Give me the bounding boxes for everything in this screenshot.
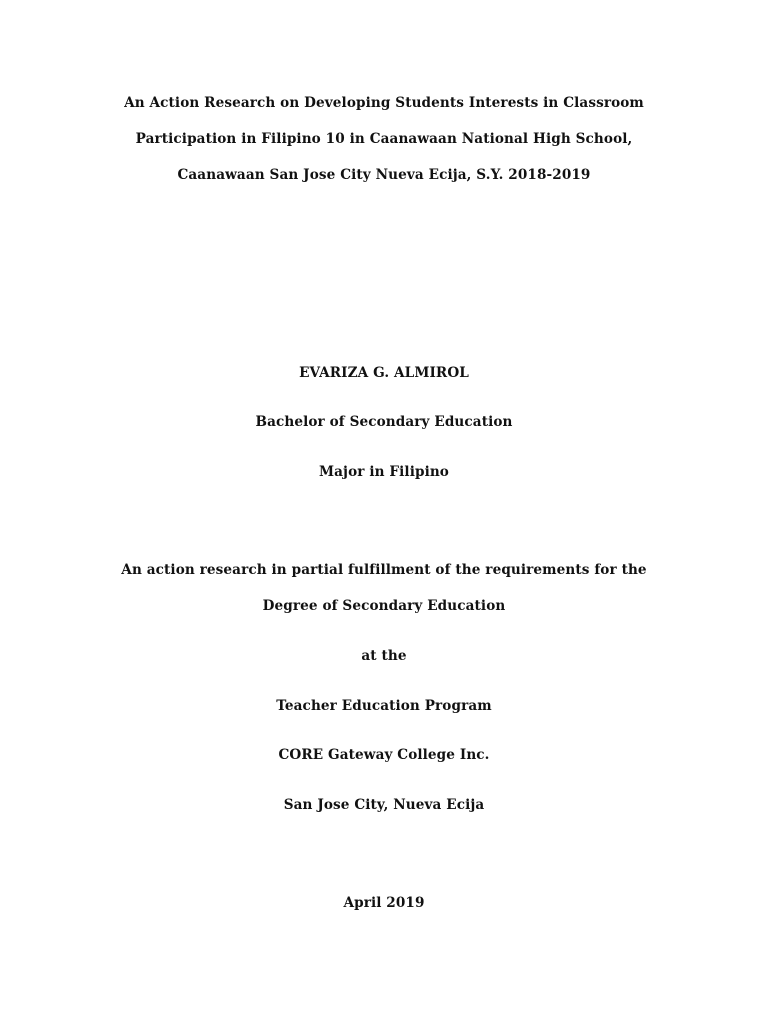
fulfillment-at: at the	[361, 648, 407, 664]
institution-location: San Jose City, Nueva Ecija	[283, 797, 485, 813]
fulfillment-line-2: Degree of Secondary Education	[262, 598, 506, 614]
institution-name: CORE Gateway College Inc.	[278, 747, 490, 763]
program-name: Teacher Education Program	[276, 698, 492, 714]
title-line-1: An Action Research on Developing Students Interests in Classroom	[124, 95, 644, 111]
author-major: Major in Filipino	[319, 464, 449, 480]
submission-date: April 2019	[343, 895, 425, 911]
title-line-2: Participation in Filipino 10 in Caanawaan National High School,	[135, 131, 633, 147]
author-name: EVARIZA G. ALMIROL	[299, 365, 469, 381]
author-degree: Bachelor of Secondary Education	[255, 414, 513, 430]
title-line-3: Caanawaan San Jose City Nueva Ecija, S.Y. 2018-2019	[177, 167, 591, 183]
fulfillment-line-1: An action research in partial fulfillment of the requirements for the	[121, 562, 647, 578]
